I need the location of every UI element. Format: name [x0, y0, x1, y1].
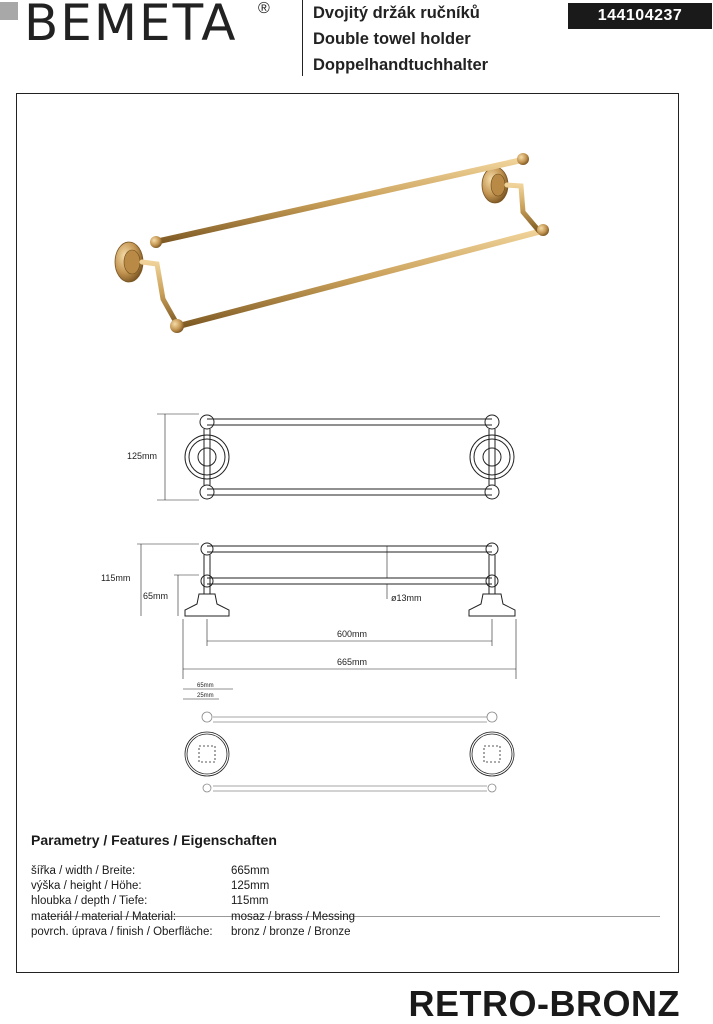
features-heading: Parametry / Features / Eigenschaften — [31, 832, 277, 848]
spec-value: bronz / bronze / Bronze — [231, 925, 351, 938]
spec-value: mosaz / brass / Messing — [231, 910, 355, 923]
dim-diameter-label: ø13mm — [391, 593, 422, 603]
brand-logo: BEMETA — [24, 0, 238, 52]
spec-row — [31, 864, 355, 879]
dimension-labels — [101, 451, 422, 699]
dim-top-25-label: 25mm — [197, 693, 214, 699]
dim-top-65-label: 65mm — [197, 683, 214, 689]
knob-upper-left — [150, 236, 162, 248]
dim-height-label: 125mm — [127, 451, 158, 461]
spec-row — [31, 879, 355, 894]
dim-depth-total-label: 115mm — [101, 573, 131, 583]
dim-span-label: 600mm — [337, 629, 368, 639]
spec-value: 115mm — [231, 895, 269, 908]
spec-label: povrch. úprava / finish / Oberfläche: — [31, 925, 213, 938]
title-czech: Dvojitý držák ručníků — [313, 4, 480, 22]
front-view — [157, 414, 514, 500]
left-arm — [142, 262, 177, 324]
dim-width-label: 665mm — [337, 657, 368, 667]
spec-label: materiál / material / Material: — [31, 910, 177, 923]
left-plate-ring — [124, 250, 140, 274]
product-photo — [115, 153, 549, 333]
spec-label: šířka / width / Breite: — [31, 865, 136, 877]
series-name: RETRO-BRONZ — [408, 983, 680, 1024]
header-divider — [302, 0, 303, 76]
top-view — [137, 543, 516, 679]
right-plate-ring — [491, 174, 505, 196]
spec-value: 665mm — [231, 865, 270, 877]
features-table — [31, 864, 355, 940]
spec-label: hloubka / depth / Tiefe: — [31, 895, 148, 908]
spec-label: výška / height / Höhe: — [31, 880, 142, 893]
spec-row — [31, 894, 355, 909]
dim-depth-lower-label: 65mm — [143, 591, 169, 601]
knob-lower-right — [537, 224, 549, 236]
spec-row — [31, 925, 355, 940]
product-code-badge: 144104237 — [568, 3, 712, 29]
upper-rod — [155, 160, 522, 242]
title-german: Doppelhandtuchhalter — [313, 56, 489, 74]
knob-upper-right — [517, 153, 529, 165]
side-view — [183, 689, 514, 792]
lower-rod — [179, 231, 542, 326]
title-english: Double towel holder — [313, 30, 471, 48]
right-arm — [507, 185, 539, 231]
logo-square — [0, 2, 18, 20]
registered-mark: ® — [258, 0, 270, 17]
knob-lower-left — [170, 319, 184, 333]
spec-row — [31, 910, 355, 925]
spec-value: 125mm — [231, 880, 270, 893]
product-titles — [313, 0, 488, 78]
